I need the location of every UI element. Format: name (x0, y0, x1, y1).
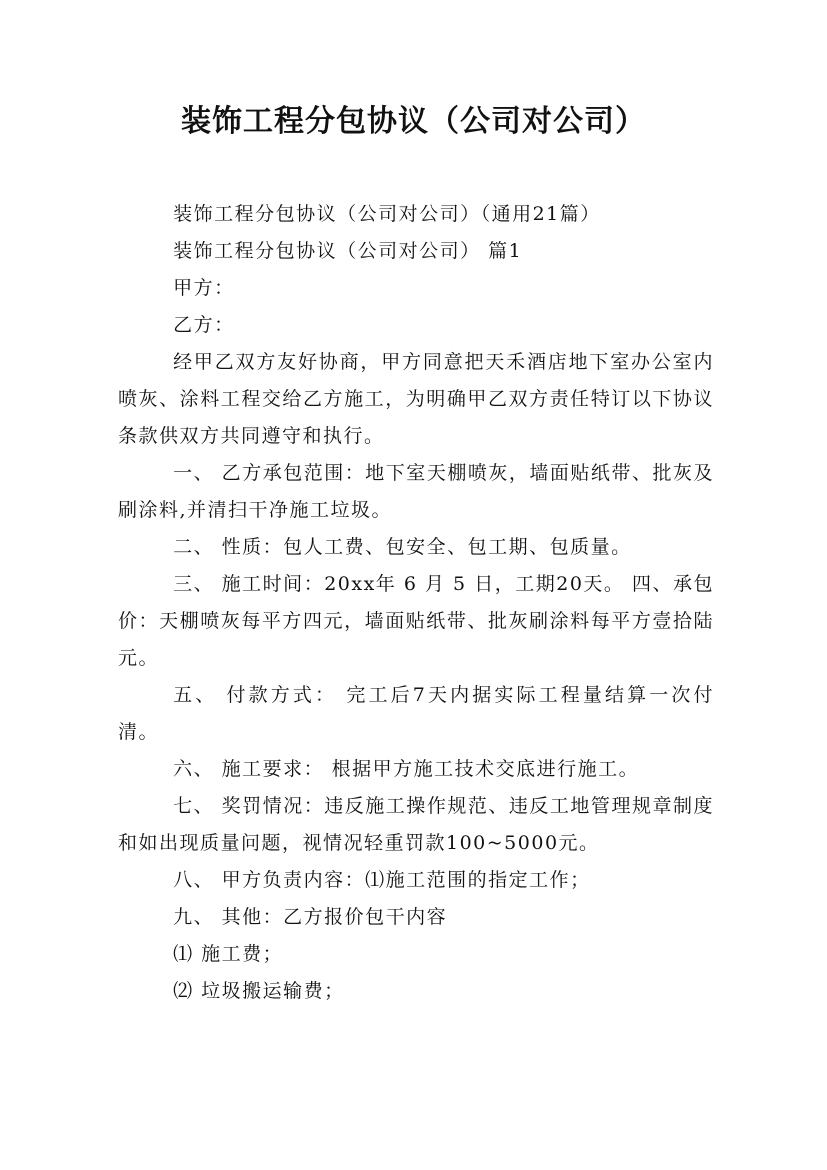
paragraph-item-1: ⑴ 施工费； (173, 943, 284, 965)
paragraph-collection-heading: 装饰工程分包协议（公司对公司）（通用21篇） (173, 203, 601, 225)
paragraph-item-2: ⑵ 垃圾搬运输费； (173, 980, 345, 1002)
document-body (118, 196, 714, 1010)
paragraph-clause-7: 七、 奖罚情况：违反施工操作规范、违反工地管理规章制度和如出现质量问题，视情况轻重罚款100~5000元。 (118, 795, 714, 854)
paragraph-clause-8: 八、 甲方负责内容：⑴施工范围的指定工作； (173, 869, 591, 891)
document-title: 装饰工程分包协议（公司对公司） (181, 104, 646, 139)
paragraph-preamble: 经甲乙双方友好协商，甲方同意把天禾酒店地下室办公室内喷灰、涂料工程交给乙方施工，为明确甲乙双方责任特订以下协议条款供双方共同遵守和执行。 (118, 351, 714, 447)
paragraph-party-b: 乙方： (173, 314, 235, 336)
paragraph-clause-9: 九、 其他：乙方报价包干内容 (173, 906, 448, 928)
paragraph-clause-3-4: 三、 施工时间：20xx年 6 月 5 日，工期20天。 四、承包价：天棚喷灰每平方四元，墙面贴纸带、批灰刷涂料每平方壹拾陆元。 (118, 573, 714, 669)
paragraph-clause-2: 二、 性质：包人工费、包安全、包工期、包质量。 (173, 536, 632, 558)
paragraph-clause-5: 五、 付款方式： 完工后7天内据实际工程量结算一次付清。 (118, 684, 714, 743)
paragraph-clause-6: 六、 施工要求： 根据甲方施工技术交底进行施工。 (173, 758, 640, 780)
paragraph-chapter-heading: 装饰工程分包协议（公司对公司） 篇1 (173, 240, 523, 262)
paragraph-party-a: 甲方： (173, 277, 235, 299)
paragraph-clause-1: 一、 乙方承包范围：地下室天棚喷灰，墙面贴纸带、批灰及刷涂料,并清扫干净施工垃圾。 (118, 462, 714, 521)
